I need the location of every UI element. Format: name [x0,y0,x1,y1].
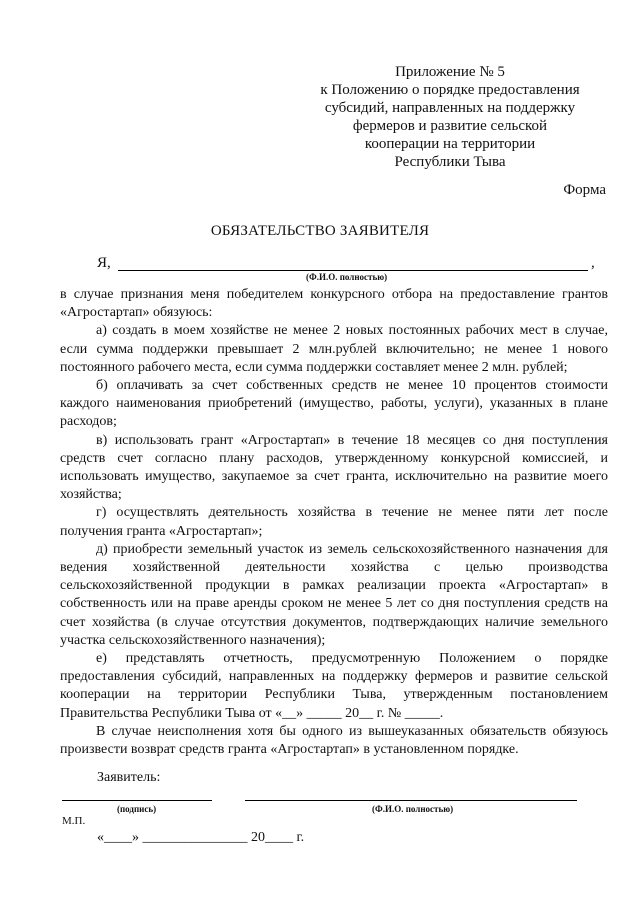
stamp-label: М.П. [62,815,86,827]
applicant-caption: (Ф.И.О. полностью) [306,272,388,282]
appendix-line: Приложение № 5 [395,64,505,80]
form-label: Форма [563,182,606,198]
applicant-label: Заявитель: [97,770,161,785]
refund-paragraph: В случае неисполнения хотя бы одного из вышеуказанных обязательств обязуюсь произвести возврат средств гранта «Агростартап» в установленном порядке. [60,723,608,758]
appendix-line: кооперации на территории [364,136,536,152]
obligation-e: д) приобрести земельный участок из земель сельскохозяйственного назначения для ведения хозяйственной деятельности хозяйства с целью производства сельскохозяйственной продукции в рамках реализации проекта «Агростартап» в собственность или на праве аренды сроком не менее 5 лет со дня поступления средств на счет хозяйства (в случае отсутствия документов, подтверждающих наличие земельного участка сельскохозяйственного назначения); [60,541,608,648]
appendix-line: к Положению о порядке предоставления [320,82,580,98]
appendix-line: Республики Тыва [394,154,506,170]
appendix-line: субсидий, направленных на поддержку [324,100,576,116]
signature-caption: (подпись) [117,804,157,814]
applicant-name-line [118,270,588,271]
date-line: «____» _______________ 20____ г. [97,830,305,845]
fio-caption: (Ф.И.О. полностью) [372,804,454,814]
applicant-prefix: Я, [97,255,111,271]
appendix-line: фермеров и развитие сельской [352,118,548,134]
applicant-suffix: , [591,255,595,271]
signature-line [62,800,212,801]
appendix-header [300,63,600,171]
obligation-f: е) представлять отчетность, предусмотренную Положением о порядке предоставления субсидий, направленных на поддержку фермеров и развитие сельской кооперации на территории Республики Тыва, утвержденным постановлением Правительства Республики Тыва от «__» _____ 20__ г. № _____. [60,651,608,721]
obligation-c: в) использовать грант «Агростартап» в течение 18 месяцев со дня поступления средств счет согласно плану расходов, утвержденному конкурсной комиссией, и использовать имущество, закупаемое за счет гранта, исключительно на развитие моего хозяйства; [60,432,608,503]
obligation-a: а) создать в моем хозяйстве не менее 2 новых постоянных рабочих мест в случае, если сумма поддержки превышает 2 млн.рублей включительно; не менее 1 нового постоянного рабочего места, если сумма поддержки составляет менее 2 млн. рублей; [60,323,608,375]
intro-paragraph: в случае признания меня победителем конкурсного отбора на предоставление грантов «Агростартап» обязуюсь: [60,287,608,321]
obligation-d: г) осуществлять деятельность хозяйства в течение не менее пяти лет после получения гранта «Агростартап»; [60,505,608,539]
fio-line [245,800,577,801]
obligation-b: б) оплачивать за счет собственных средств не менее 10 процентов стоимости каждого наименования приобретений (имущество, работы, услуги), указанных в плане расходов; [60,378,608,430]
obligations-body [60,286,608,759]
document-title: ОБЯЗАТЕЛЬСТВО ЗАЯВИТЕЛЯ [210,223,430,239]
